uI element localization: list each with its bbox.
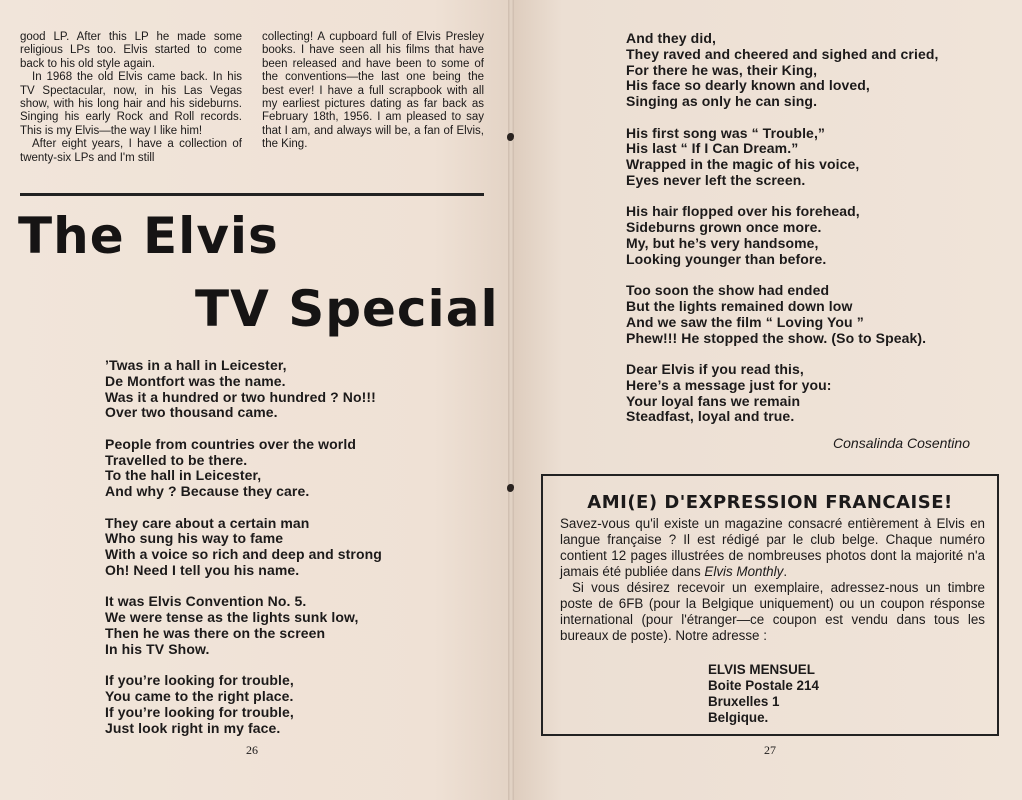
poem-line: With a voice so rich and deep and strong [105, 546, 382, 563]
poem-line: Too soon the show had ended [626, 282, 830, 299]
poem-part-2 [626, 31, 939, 441]
poem-line: We were tense as the lights sunk low, [105, 609, 359, 626]
magazine-name: Elvis Monthly [704, 564, 784, 579]
poem-line: You came to the right place. [105, 687, 294, 704]
address-line: Boite Postale 214 [708, 678, 819, 693]
poem-line: If you’re looking for trouble, [105, 703, 294, 720]
poem-line: And why ? Because they care. [105, 483, 310, 500]
notice-text: Savez-vous qu'il existe un magazine consacré entièrement à Elvis en langue française ? Il est rédigé par le club belge. Chaque numéro contient 12 pages illustrées de nombreuses photos dont la majorité n'a jamais été publiée dans [560, 516, 985, 579]
poem-title-line-2: TV Special [195, 280, 499, 338]
poem-line: Steadfast, loyal and true. [626, 408, 795, 425]
poem-stanza [105, 437, 382, 500]
notice-text: . [783, 564, 788, 579]
poem-line: Sideburns grown once more. [626, 219, 822, 236]
poem-line: His face so dearly known and loved, [626, 77, 870, 94]
poem-line: Travelled to be there. [105, 451, 248, 468]
address-line: Belgique. [708, 710, 769, 725]
article-paragraph: After eight years, I have a collection of twenty-six LPs and I'm still [20, 138, 242, 164]
poem-stanza [626, 283, 939, 346]
poem-line: Your loyal fans we remain [626, 392, 801, 409]
poem-title-line-1: The Elvis [18, 207, 279, 265]
poem-line: But the lights remained down low [626, 297, 853, 314]
poem-line: They care about a certain man [105, 514, 310, 531]
article-paragraph: In 1968 the old Elvis came back. In his TV Spectacular, now, in his Las Vegas show, with his long hair and his sideburns. Singing his early Rock and Roll records. This is my Elvis—the way I like him! [20, 71, 242, 137]
poem-line: To the hall in Leicester, [105, 467, 262, 484]
poem-line: Here’s a message just for you: [626, 376, 832, 393]
address-line: Bruxelles 1 [708, 694, 780, 709]
book-gutter [508, 0, 514, 800]
poem-line: In his TV Show. [105, 640, 210, 657]
poem-line: Dear Elvis if you read this, [626, 360, 804, 377]
poem-line: And they did, [626, 30, 716, 46]
poem-line: His hair flopped over his forehead, [626, 203, 860, 220]
poem-line: Who sung his way to fame [105, 530, 284, 547]
poem-line: Singing as only he can sing. [626, 93, 818, 110]
poem-stanza [626, 362, 939, 425]
poem-line: If you’re looking for trouble, [105, 672, 294, 689]
poem-line: My, but he’s very handsome, [626, 234, 819, 251]
poem-line: People from countries over the world [105, 435, 356, 452]
article-column-1 [20, 31, 242, 165]
poem-line: It was Elvis Convention No. 5. [105, 593, 307, 610]
poem-part-1 [105, 358, 382, 752]
poem-line: ’Twas in a hall in Leicester, [105, 357, 287, 373]
poem-stanza [105, 358, 382, 421]
article-column-2 [262, 31, 484, 152]
right-page [511, 0, 1022, 800]
poem-line: For there he was, their King, [626, 61, 818, 78]
poem-stanza [105, 673, 382, 736]
poem-line: Phew!!! He stopped the show. (So to Speak). [626, 329, 927, 346]
poem-line: Oh! Need I tell you his name. [105, 561, 300, 578]
poem-line: Eyes never left the screen. [626, 171, 806, 188]
poem-author: Consalinda Cosentino [833, 435, 970, 451]
poem-line: Then he was there on the screen [105, 624, 326, 641]
poem-line: His last “ If I Can Dream.” [626, 140, 799, 157]
notice-body [560, 516, 985, 644]
page-number: 27 [764, 743, 776, 757]
poem-stanza [105, 594, 382, 657]
notice-paragraph-2: Si vous désirez recevoir un exemplaire, adressez-nous un timbre poste de 6FB (pour la Belgique uniquement) ou un coupon résponse international (pour l'étranger—ce coupon est vendu dans tous les bureaux de poste). Notre adresse : [560, 580, 985, 643]
poem-line: Over two thousand came. [105, 404, 278, 421]
page-number: 26 [246, 743, 258, 757]
poem-line: Was it a hundred or two hundred ? No!!! [105, 388, 376, 405]
french-notice-box [541, 474, 999, 736]
poem-stanza [626, 126, 939, 189]
postal-address [708, 662, 819, 726]
poem-line: They raved and cheered and sighed and cried, [626, 45, 939, 62]
poem-line: Wrapped in the magic of his voice, [626, 156, 860, 173]
poem-line: Just look right in my face. [105, 719, 281, 736]
poem-stanza [626, 31, 939, 110]
poem-line: De Montfort was the name. [105, 372, 286, 389]
poem-stanza [105, 516, 382, 579]
article-paragraph: collecting! A cupboard full of Elvis Presley books. I have seen all his films that have been released and have been to some of the conventions—the last one being the best ever! I have a full scrapbook with all my earliest pictures dating as far back as February 18th, 1956. I am pleased to say that I am, and always will be, a fan of Elvis, the King. [262, 31, 484, 151]
section-divider [20, 193, 484, 196]
notice-paragraph-1 [560, 516, 985, 580]
notice-title: AMI(E) D'EXPRESSION FRANCAISE! [587, 492, 953, 513]
address-line: ELVIS MENSUEL [708, 662, 815, 677]
poem-stanza [626, 204, 939, 267]
poem-line: His first song was “ Trouble,” [626, 124, 826, 141]
poem-line: Looking younger than before. [626, 250, 827, 267]
poem-line: And we saw the film “ Loving You ” [626, 313, 864, 330]
article-paragraph: good LP. After this LP he made some religious LPs too. Elvis started to come back to his old style again. [20, 31, 242, 70]
